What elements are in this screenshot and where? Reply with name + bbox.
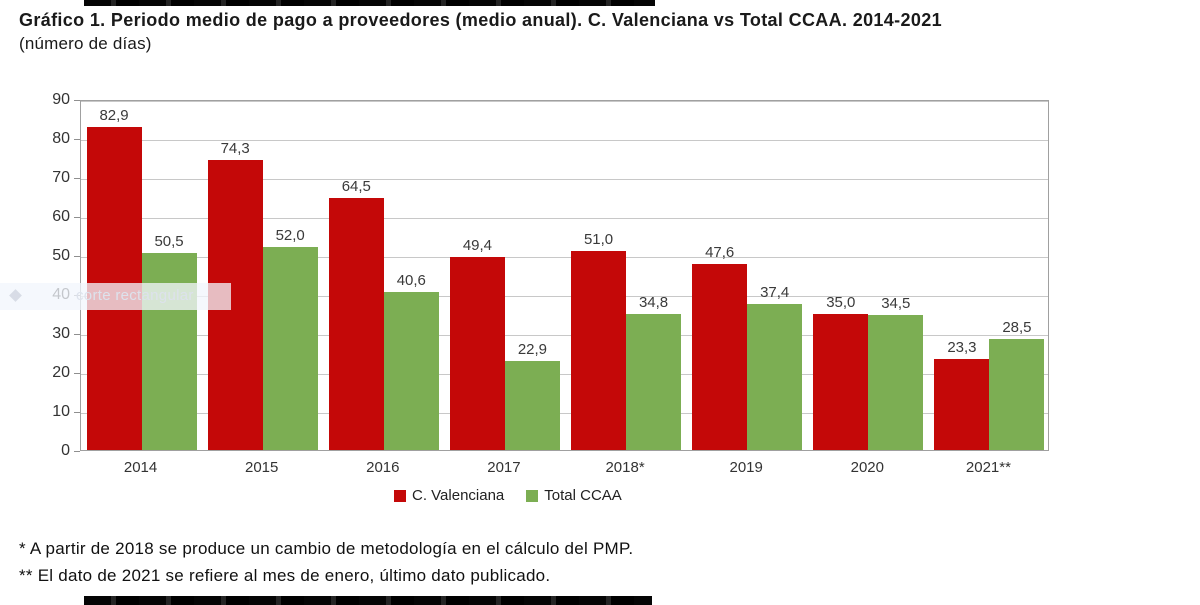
bar-total-ccaa-2016	[384, 292, 439, 450]
bar-total-ccaa-2019	[747, 304, 802, 450]
y-axis-label: 30	[52, 325, 70, 342]
x-axis-label: 2020	[850, 459, 884, 476]
chart-title: Gráfico 1. Periodo medio de pago a proveedores (medio anual). C. Valenciana vs Total CCAA. 2014-2021	[19, 10, 942, 30]
gridline	[81, 101, 1048, 102]
bar-c-valenciana-2017	[450, 257, 505, 450]
bar-total-ccaa-2021	[989, 339, 1044, 450]
y-axis-label: 10	[52, 403, 70, 420]
value-label: 52,0	[275, 227, 305, 245]
bar-total-ccaa-2017	[505, 361, 560, 450]
legend-label: C. Valenciana	[412, 487, 505, 504]
legend	[394, 487, 622, 504]
y-tick	[74, 100, 80, 101]
value-label: 47,6	[705, 244, 735, 262]
value-label: 35,0	[826, 293, 856, 311]
value-label: 51,0	[583, 231, 614, 249]
footnote-2: ** El dato de 2021 se refiere al mes de enero, último dato publicado.	[19, 566, 551, 585]
y-axis-label: 70	[52, 169, 70, 186]
y-axis-label: 90	[52, 91, 70, 108]
y-axis-label: 50	[52, 247, 70, 264]
footnotes	[19, 535, 633, 589]
bar-c-valenciana-2020	[813, 314, 868, 451]
x-axis-label: 2019	[729, 459, 763, 476]
bar-total-ccaa-2020	[868, 315, 923, 450]
footnote-1: * A partir de 2018 se produce un cambio de metodología en el cálculo del PMP.	[19, 539, 634, 558]
value-label: 28,5	[1002, 318, 1032, 336]
y-axis-label: 60	[52, 208, 70, 225]
bar-c-valenciana-2021	[934, 359, 989, 450]
legend-item	[526, 487, 622, 504]
bar-total-ccaa-2015	[263, 247, 318, 450]
y-tick	[74, 178, 80, 179]
plot-area	[80, 100, 1049, 451]
x-axis-label: 2015	[245, 459, 279, 476]
y-tick	[74, 217, 80, 218]
y-axis-label: 80	[52, 130, 70, 147]
redaction-bar-bottom	[84, 596, 652, 605]
value-label: 37,4	[760, 284, 790, 302]
y-tick	[74, 334, 80, 335]
x-axis-label: 2016	[366, 459, 400, 476]
x-axis-label: 2014	[123, 459, 158, 476]
chart-subtitle: (número de días)	[19, 34, 152, 53]
value-label: 22,9	[517, 340, 548, 358]
value-label: 82,9	[99, 106, 129, 124]
y-axis-label: 0	[61, 442, 70, 459]
snip-tooltip-label: corte rectangular	[76, 287, 194, 304]
y-tick	[74, 451, 80, 452]
redaction-bar-top	[84, 0, 655, 6]
value-label: 64,5	[341, 178, 371, 196]
value-label: 74,3	[220, 140, 250, 158]
value-label: 34,5	[881, 295, 911, 313]
y-axis-label: 20	[52, 364, 70, 381]
bar-total-ccaa-2018	[626, 314, 681, 450]
legend-swatch-icon	[394, 490, 406, 502]
value-label: 23,3	[947, 339, 977, 357]
bar-c-valenciana-2016	[329, 198, 384, 450]
bar-c-valenciana-2019	[692, 264, 747, 450]
y-tick	[74, 412, 80, 413]
snip-tooltip-overlay	[0, 283, 231, 310]
diamond-icon	[9, 289, 22, 302]
legend-item	[394, 487, 504, 504]
x-axis-label: 2017	[487, 459, 521, 476]
x-axis-label: 2021**	[965, 459, 1011, 476]
y-tick	[74, 373, 80, 374]
legend-swatch-icon	[526, 490, 538, 502]
value-label: 50,5	[154, 233, 184, 251]
value-label: 34,8	[638, 294, 669, 312]
y-tick	[74, 256, 80, 257]
x-axis-label: 2018*	[605, 459, 645, 476]
value-label: 49,4	[462, 237, 493, 255]
legend-label: Total CCAA	[544, 487, 622, 504]
bar-c-valenciana-2018	[571, 251, 626, 450]
y-tick	[74, 139, 80, 140]
value-label: 40,6	[396, 271, 426, 289]
